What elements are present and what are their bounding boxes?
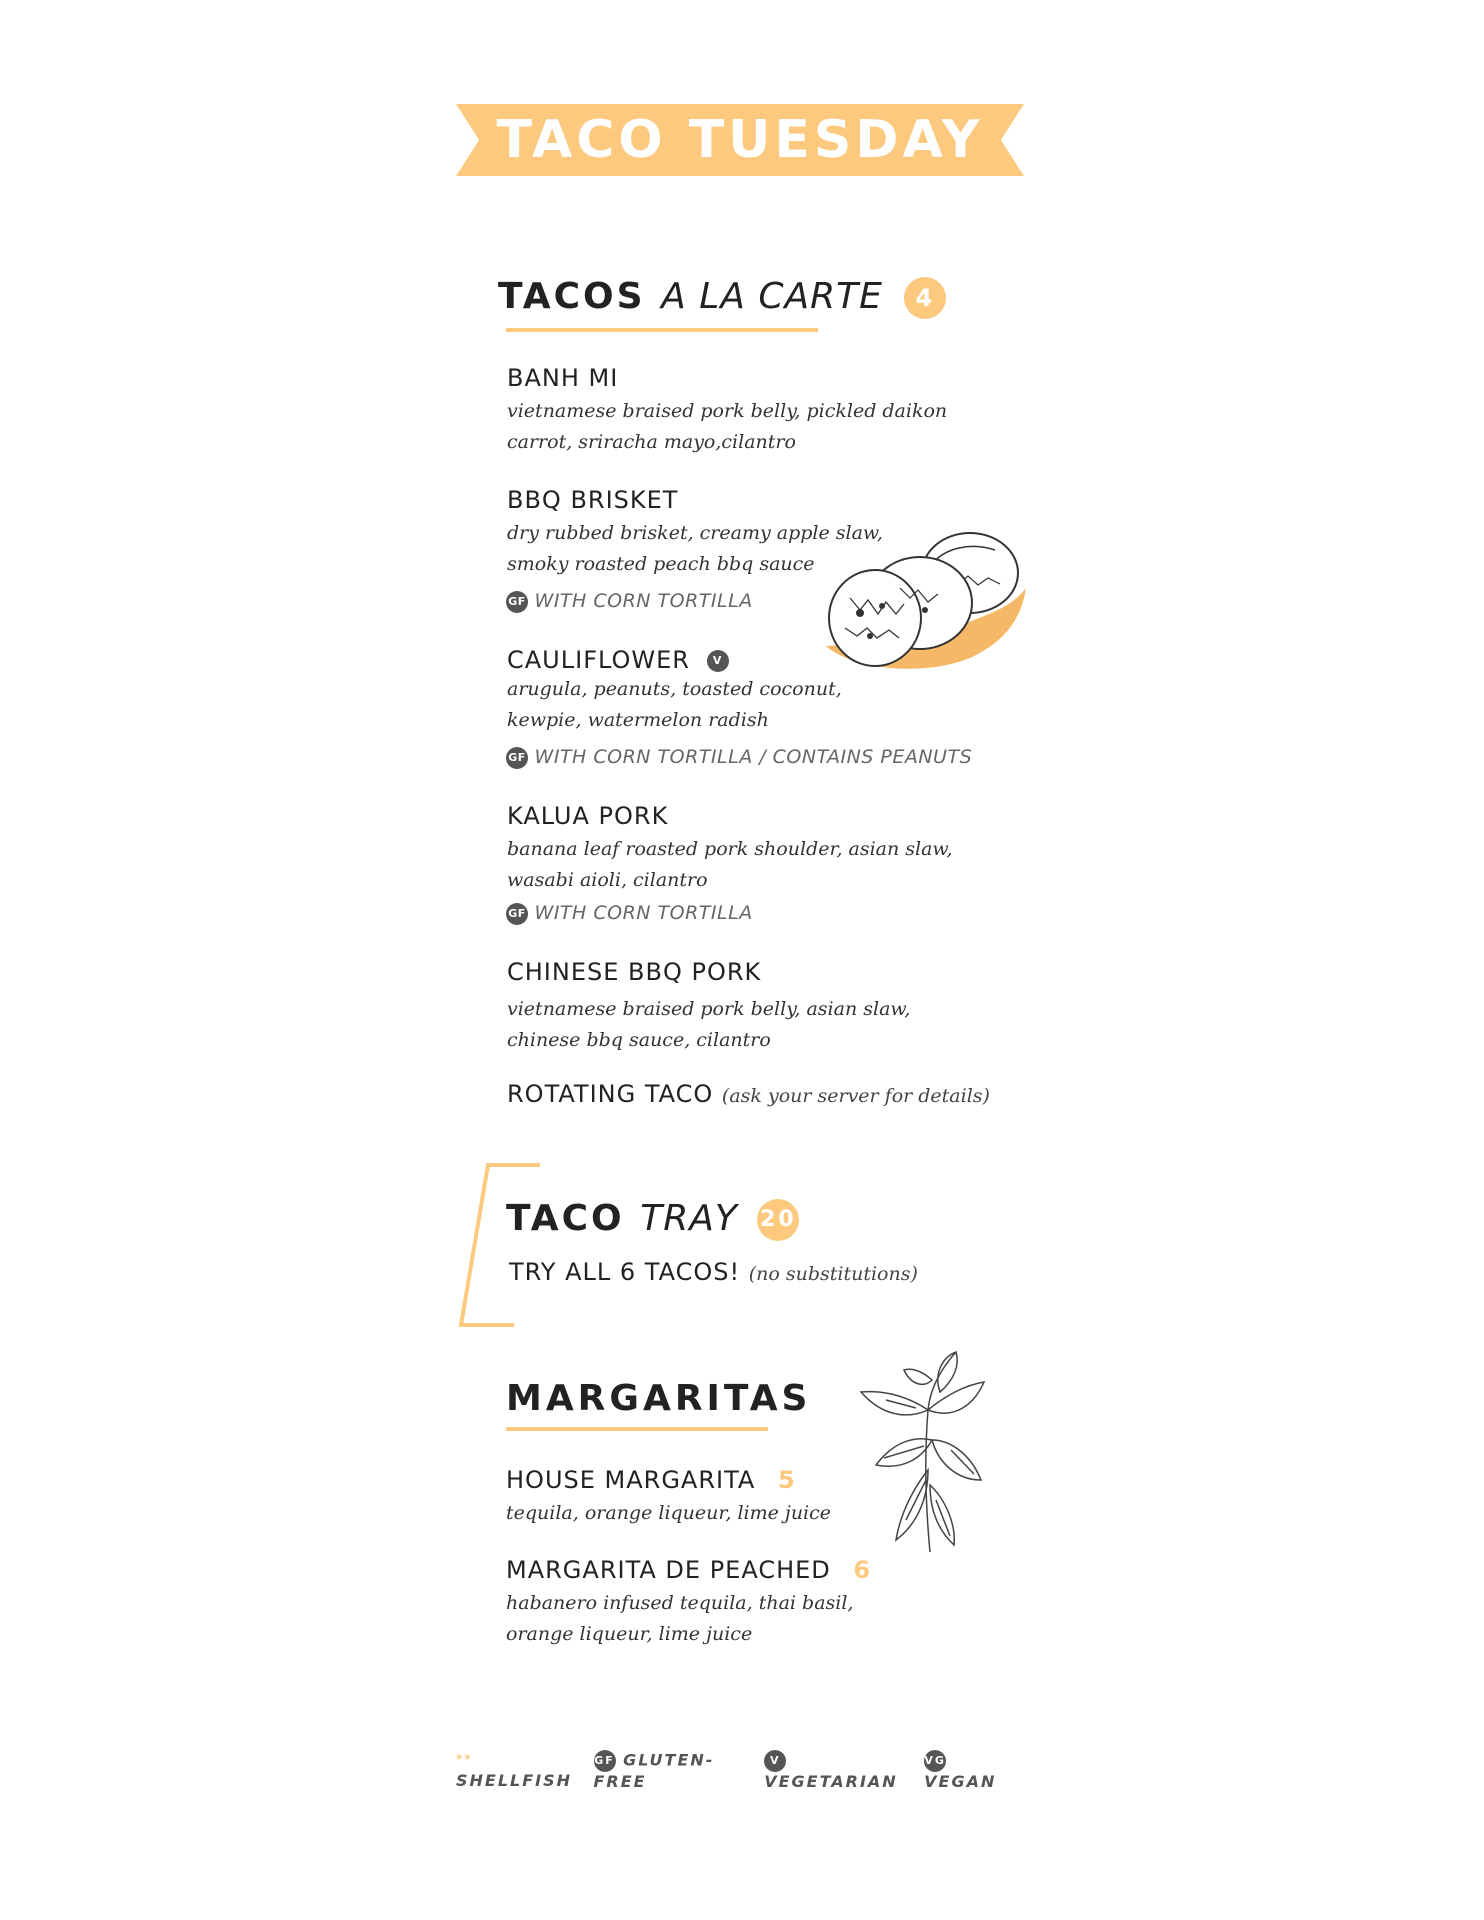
item-description (507, 396, 947, 458)
tray-price-badge: 20 (757, 1199, 799, 1241)
vegetarian-icon: V (764, 1750, 786, 1772)
legend-shellfish-label: SHELLFISH (456, 1770, 573, 1790)
tray-line: TRY ALL 6 TACOS! (509, 1258, 741, 1286)
gluten-free-icon: GF (506, 747, 528, 769)
item-name-text: HOUSE MARGARITA (506, 1466, 756, 1494)
gluten-free-icon: GF (506, 591, 528, 613)
item-note (506, 590, 753, 613)
legend-vegan (924, 1750, 1024, 1791)
item-note (506, 902, 753, 925)
item-name: KALUA PORK (507, 802, 669, 830)
item-description (507, 994, 910, 1056)
item-desc-line: vietnamese braised pork belly, asian slaw, (507, 998, 911, 1020)
tacos-title-italic: A LA CARTE (661, 276, 883, 317)
item-name (507, 646, 729, 674)
legend-shellfish (456, 1752, 594, 1790)
legend-vegetarian (764, 1750, 924, 1791)
tray-title-italic: TRAY (640, 1198, 738, 1239)
item-desc-line: kewpie, watermelon radish (507, 709, 769, 731)
item-name (507, 1080, 990, 1108)
item-desc-line: wasabi aioli, cilantro (507, 869, 708, 891)
item-desc-line: dry rubbed brisket, creamy apple slaw, (507, 522, 883, 544)
item-note (506, 746, 972, 769)
item-aside: (ask your server for details) (721, 1085, 990, 1107)
item-name-text: MARGARITA DE PEACHED (506, 1556, 831, 1584)
item-description (506, 1588, 853, 1650)
item-desc-line: chinese bbq sauce, cilantro (507, 1029, 771, 1051)
item-note-text: WITH CORN TORTILLA (534, 902, 753, 924)
legend-vegetarian-label: VEGETARIAN (764, 1772, 898, 1791)
tacos-illustration (820, 518, 1030, 686)
margaritas-section-title: MARGARITAS (506, 1378, 812, 1419)
item-name (506, 1466, 796, 1494)
vegetarian-icon: V (707, 650, 729, 672)
item-desc-line: orange liqueur, lime juice (506, 1623, 753, 1645)
tray-description (509, 1258, 918, 1286)
basil-illustration (856, 1340, 992, 1554)
item-desc-line: arugula, peanuts, toasted coconut, (507, 678, 842, 700)
gluten-free-icon: GF (594, 1750, 616, 1772)
item-name-text: ROTATING TACO (507, 1080, 714, 1108)
tacos-price-badge: 4 (904, 277, 946, 319)
tacos-title-bold: TACOS (498, 276, 646, 317)
item-name: BANH MI (507, 364, 619, 392)
gluten-free-icon: GF (506, 903, 528, 925)
item-description (506, 1498, 831, 1529)
legend-vegan-label: VEGAN (924, 1772, 997, 1791)
item-name: CHINESE BBQ PORK (507, 958, 762, 986)
margaritas-title-underline (506, 1427, 768, 1431)
tray-aside: (no substitutions) (748, 1263, 918, 1285)
item-price: 6 (853, 1556, 872, 1584)
dietary-legend (456, 1750, 1024, 1791)
item-desc-line: vietnamese braised pork belly, pickled daikon (507, 400, 948, 422)
item-note-text: WITH CORN TORTILLA / CONTAINS PEANUTS (534, 746, 973, 768)
item-note-text: WITH CORN TORTILLA (534, 590, 753, 612)
tray-section-title (506, 1198, 799, 1241)
tacos-title-underline (506, 328, 818, 332)
page-title: TACO TUESDAY (496, 110, 984, 170)
item-desc-line: habanero infused tequila, thai basil, (506, 1592, 854, 1614)
item-desc-line: banana leaf roasted pork shoulder, asian slaw, (507, 838, 953, 860)
item-desc-line: tequila, orange liqueur, lime juice (506, 1502, 832, 1524)
item-description (507, 834, 952, 896)
tray-title-bold: TACO (506, 1198, 625, 1239)
item-name: BBQ BRISKET (507, 486, 679, 514)
title-banner (456, 104, 1024, 176)
item-name-text: CAULIFLOWER (507, 646, 690, 674)
shellfish-icon: ** (456, 1751, 473, 1766)
item-desc-line: smoky roasted peach bbq sauce (507, 553, 815, 575)
vegan-icon: VG (924, 1750, 946, 1772)
item-price: 5 (777, 1466, 796, 1494)
legend-gluten-free (594, 1750, 765, 1791)
tacos-section-title (498, 276, 946, 319)
item-desc-line: carrot, sriracha mayo,cilantro (507, 431, 796, 453)
legend-gluten-free-label: GLUTEN-FREE (593, 1750, 715, 1791)
item-name (506, 1556, 871, 1584)
item-description (507, 674, 842, 736)
tray-bracket (458, 1162, 544, 1328)
